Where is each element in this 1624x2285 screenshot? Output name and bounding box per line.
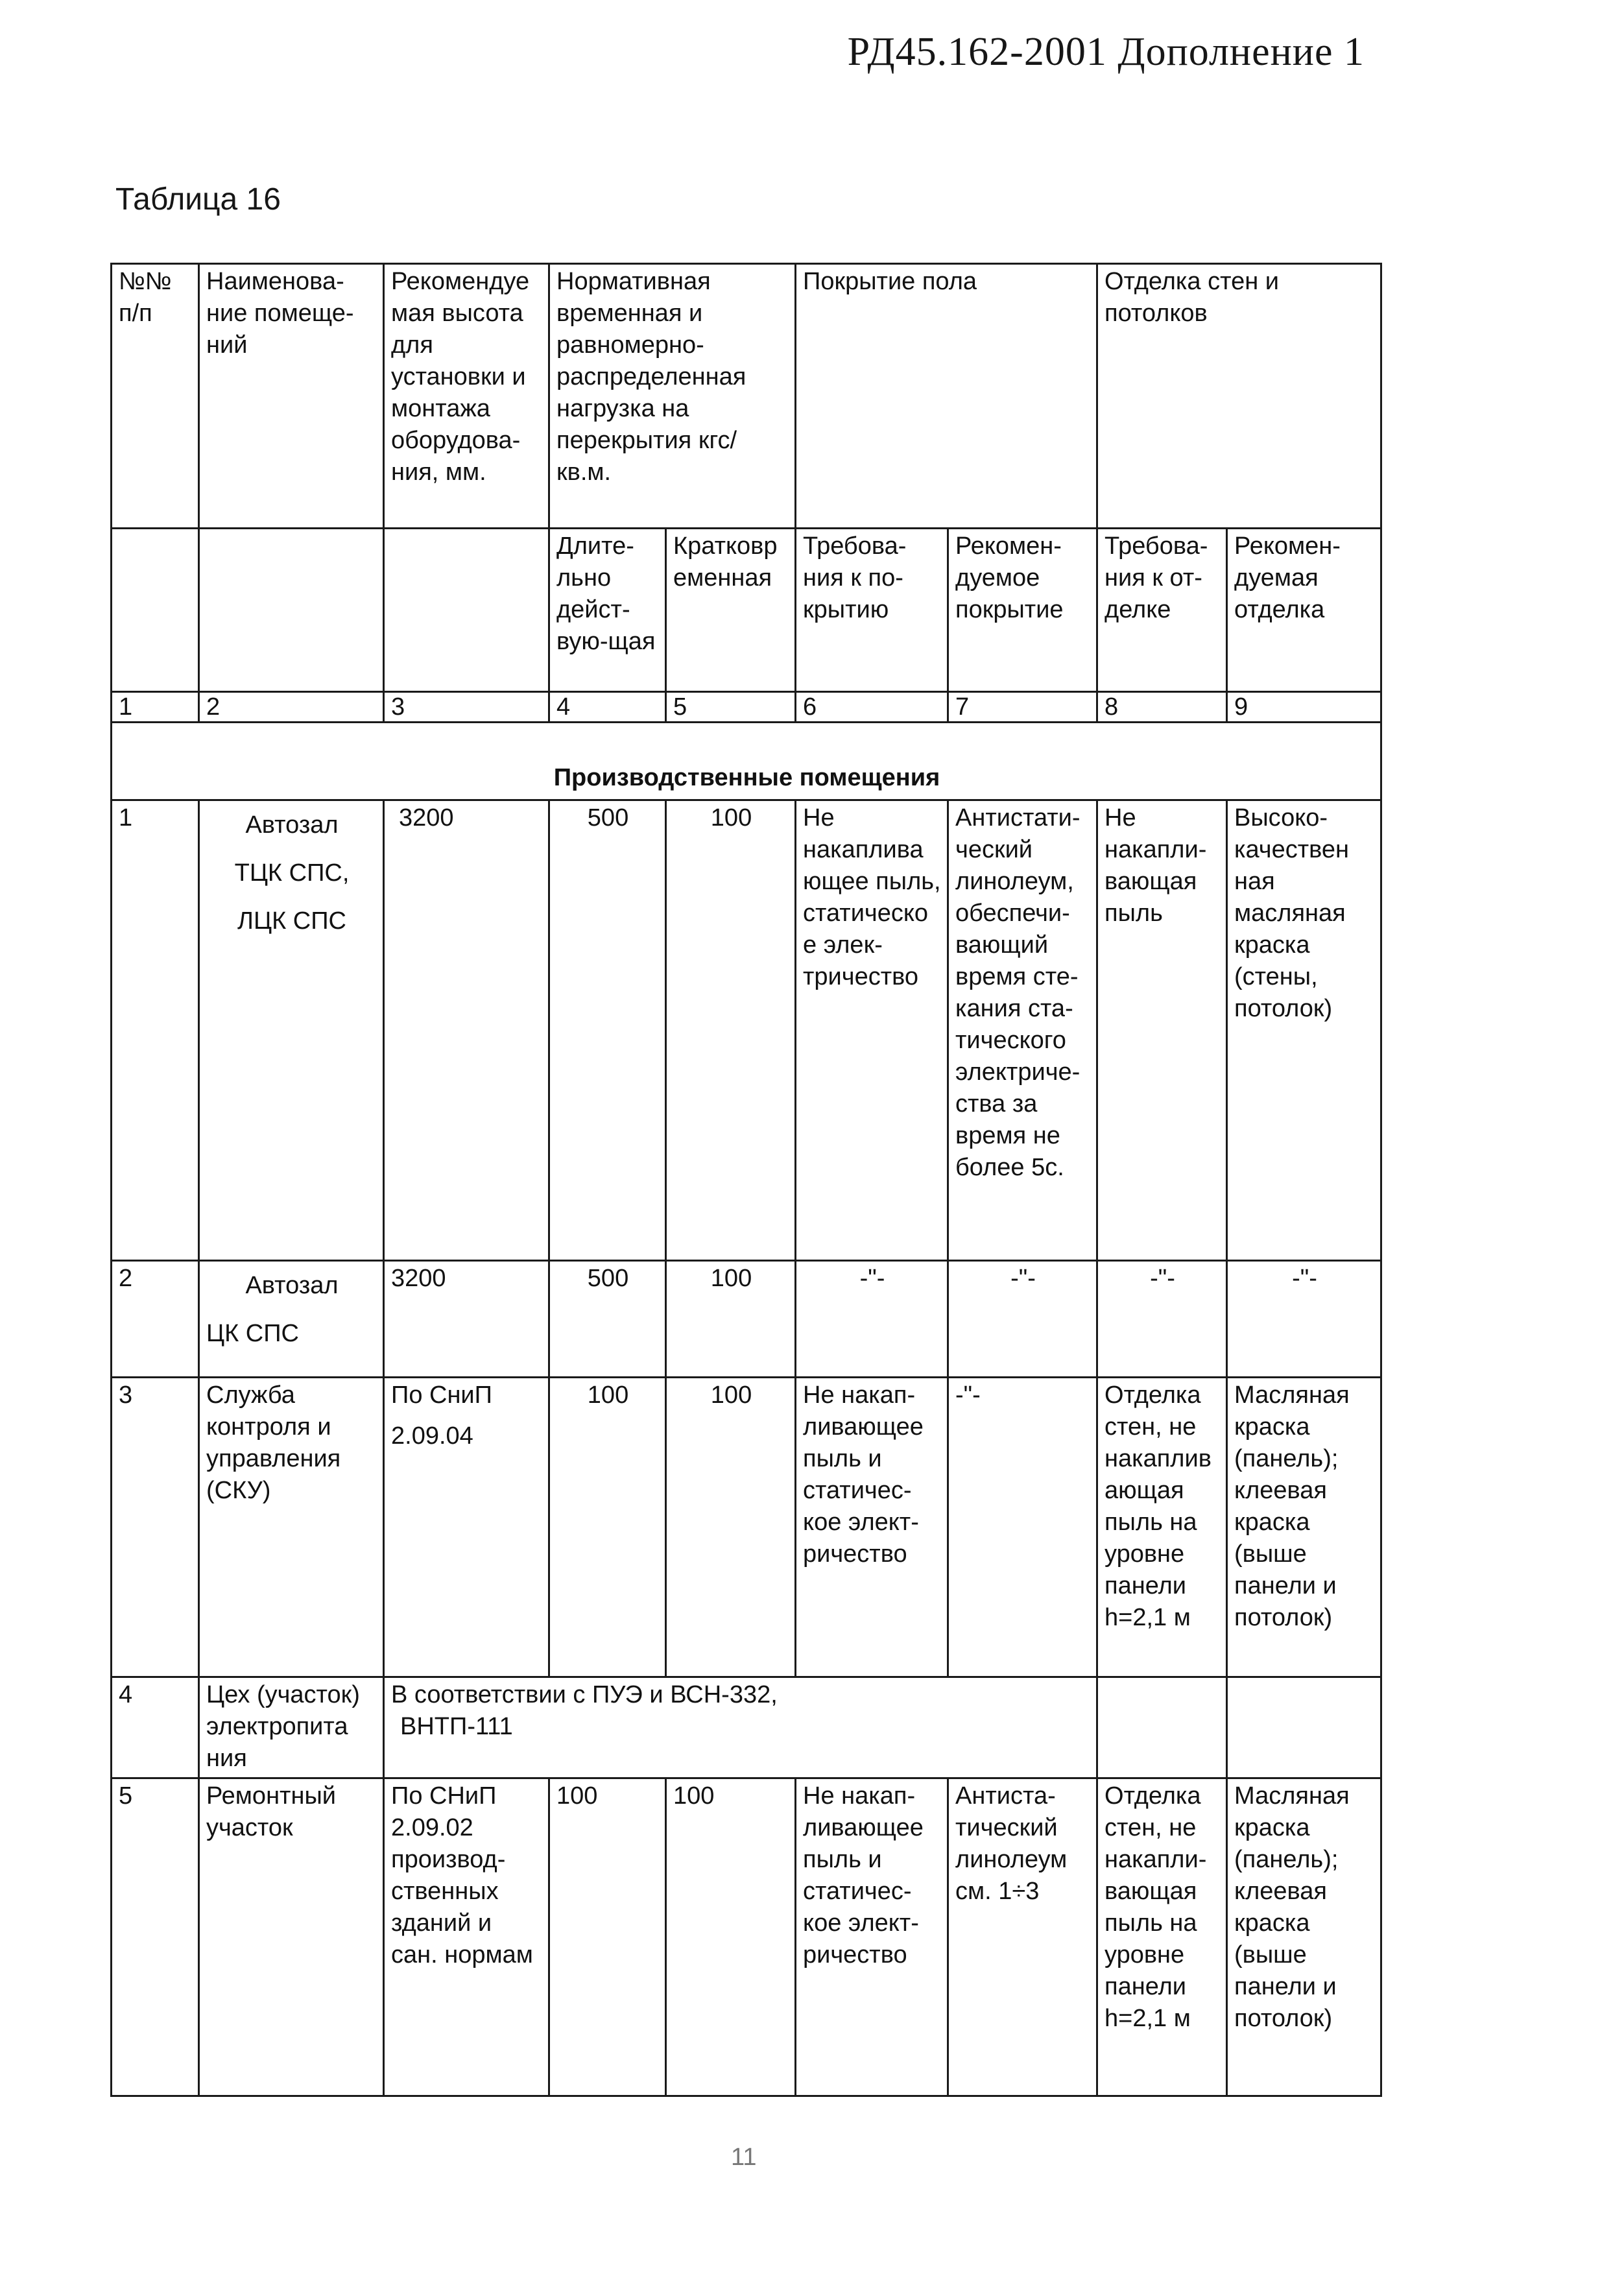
row-name: Ремонтный участок bbox=[199, 1778, 384, 2096]
column-number: 1 bbox=[112, 692, 199, 723]
header-num: №№ п/п bbox=[112, 264, 199, 529]
row-name-line: ЛЦК СПС bbox=[237, 907, 346, 935]
header-load: Нормативная временная и равномерно-распределенная нагрузка на перекрытия кгс/кв.м. bbox=[549, 264, 796, 529]
row-walls-req bbox=[1097, 1677, 1227, 1778]
header-floor: Покрытие пола bbox=[796, 264, 1097, 529]
room-requirements-table bbox=[110, 263, 1382, 2097]
row-floor-rec: Антистати-ческий линолеум, обеспечи-вающий время сте-кания ста-тического электриче-ства за время не более 5с. bbox=[948, 800, 1097, 1261]
table-row bbox=[112, 800, 1381, 1261]
row-height: 3200 bbox=[384, 1261, 549, 1378]
table-row bbox=[112, 1378, 1381, 1677]
row-walls-rec: Масляная краска (панель); клеевая краска (выше панели и потолок) bbox=[1227, 1378, 1381, 1677]
row-height: 3200 bbox=[384, 800, 549, 1261]
page-number: 11 bbox=[731, 2144, 757, 2171]
row-load-long: 500 bbox=[549, 800, 666, 1261]
row-merged-note bbox=[384, 1677, 1097, 1778]
row-walls-req: -"- bbox=[1097, 1261, 1227, 1378]
header-row bbox=[112, 264, 1381, 529]
row-height-line: 2.09.04 bbox=[391, 1422, 473, 1450]
subheader-floor-rec: Рекомен-дуемое покрытие bbox=[948, 529, 1097, 692]
subheader-load-long: Длите-льно дейст-вую-щая bbox=[549, 529, 666, 692]
header-height: Рекомендуе мая высота для установки и монтажа оборудова-ния, мм. bbox=[384, 264, 549, 529]
column-number: 4 bbox=[549, 692, 666, 723]
subheader-empty bbox=[112, 529, 199, 692]
header-name: Наименова-ние помеще-ний bbox=[199, 264, 384, 529]
row-load-long: 100 bbox=[549, 1378, 666, 1677]
column-number: 9 bbox=[1227, 692, 1381, 723]
row-load-short: 100 bbox=[666, 800, 796, 1261]
row-walls-rec: Высоко-качествен ная масляная краска (стены, потолок) bbox=[1227, 800, 1381, 1261]
row-floor-rec: -"- bbox=[948, 1261, 1097, 1378]
row-height bbox=[384, 1378, 549, 1677]
column-number: 3 bbox=[384, 692, 549, 723]
table-row bbox=[112, 1261, 1381, 1378]
row-walls-req: Отделка стен, не накапли-вающая пыль на уровне панели h=2,1 м bbox=[1097, 1778, 1227, 2096]
row-floor-rec: Антиста-тический линолеум см. 1÷3 bbox=[948, 1778, 1097, 2096]
row-name: Цех (участок) электропита ния bbox=[199, 1677, 384, 1778]
row-num: 3 bbox=[112, 1378, 199, 1677]
subheader-walls-rec: Рекомен-дуемая отделка bbox=[1227, 529, 1381, 692]
column-number: 5 bbox=[666, 692, 796, 723]
column-number: 7 bbox=[948, 692, 1097, 723]
row-merged-line: В соответствии с ПУЭ и ВСН-332, bbox=[391, 1681, 778, 1708]
row-num: 4 bbox=[112, 1677, 199, 1778]
row-num: 5 bbox=[112, 1778, 199, 2096]
subheader-row bbox=[112, 529, 1381, 692]
row-num: 2 bbox=[112, 1261, 199, 1378]
row-walls-req: Не накапли-вающая пыль bbox=[1097, 800, 1227, 1261]
column-number-row bbox=[112, 692, 1381, 723]
row-height: По СНиП 2.09.02 производ-ственных зданий и сан. нормам bbox=[384, 1778, 549, 2096]
row-load-short: 100 bbox=[666, 1261, 796, 1378]
row-walls-req: Отделка стен, не накаплив ающая пыль на уровне панели h=2,1 м bbox=[1097, 1378, 1227, 1677]
row-name-line: Автозал bbox=[245, 1272, 339, 1299]
row-name bbox=[199, 800, 384, 1261]
row-height-line: По СниП bbox=[391, 1382, 492, 1409]
subheader-floor-req: Требова-ния к по-крытию bbox=[796, 529, 948, 692]
section-title: Производственные помещения bbox=[112, 723, 1381, 800]
row-floor-rec: -"- bbox=[948, 1378, 1097, 1677]
row-floor-req: Не накап-ливающее пыль и статичес-кое элект-ричество bbox=[796, 1778, 948, 2096]
row-num: 1 bbox=[112, 800, 199, 1261]
section-row bbox=[112, 723, 1381, 800]
row-name bbox=[199, 1261, 384, 1378]
row-load-long: 500 bbox=[549, 1261, 666, 1378]
row-name-line: Автозал bbox=[245, 811, 339, 839]
table-row bbox=[112, 1778, 1381, 2096]
table-title: Таблица 16 bbox=[115, 182, 281, 217]
column-number: 8 bbox=[1097, 692, 1227, 723]
table-row bbox=[112, 1677, 1381, 1778]
row-load-long: 100 bbox=[549, 1778, 666, 2096]
column-number: 6 bbox=[796, 692, 948, 723]
row-floor-req: -"- bbox=[796, 1261, 948, 1378]
row-name-line: ТЦК СПС, bbox=[234, 859, 350, 887]
subheader-empty bbox=[199, 529, 384, 692]
row-name-line: ЦК СПС bbox=[206, 1320, 300, 1347]
row-load-short: 100 bbox=[666, 1378, 796, 1677]
row-walls-rec: -"- bbox=[1227, 1261, 1381, 1378]
row-floor-req: Не накап-ливающее пыль и статичес-кое элект-ричество bbox=[796, 1378, 948, 1677]
row-merged-line: ВНТП-111 bbox=[400, 1713, 513, 1740]
column-number: 2 bbox=[199, 692, 384, 723]
header-walls: Отделка стен и потолков bbox=[1097, 264, 1381, 529]
row-walls-rec bbox=[1227, 1677, 1381, 1778]
row-load-short: 100 bbox=[666, 1778, 796, 2096]
row-floor-req: Не накаплива ющее пыль, статическо е элек-тричество bbox=[796, 800, 948, 1261]
row-walls-rec: Масляная краска (панель); клеевая краска (выше панели и потолок) bbox=[1227, 1778, 1381, 2096]
row-name: Служба контроля и управления (СКУ) bbox=[199, 1378, 384, 1677]
subheader-empty bbox=[384, 529, 549, 692]
document-header: РД45.162-2001 Дополнение 1 bbox=[847, 30, 1365, 74]
subheader-walls-req: Требова-ния к от-делке bbox=[1097, 529, 1227, 692]
subheader-load-short: Кратковр еменная bbox=[666, 529, 796, 692]
